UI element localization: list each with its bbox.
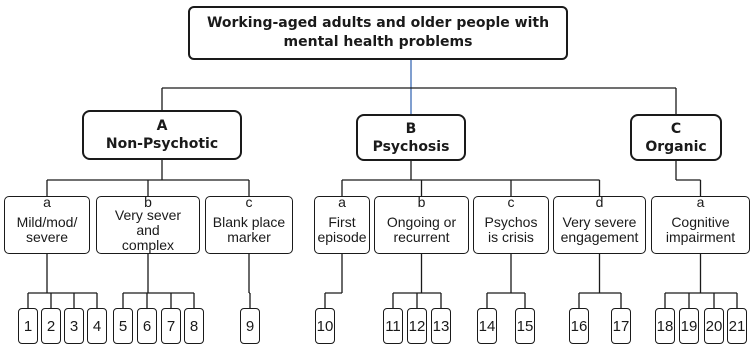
leaf-node-11: 11 — [383, 308, 403, 344]
leaf-node-2: 2 — [41, 308, 61, 344]
leaf-node-20: 20 — [704, 308, 724, 344]
leaf-node-15: 15 — [515, 308, 535, 344]
subgroup-label-line: First — [328, 214, 356, 230]
leaf-node-17: 17 — [611, 308, 631, 344]
leaf-node-9: 9 — [240, 308, 260, 344]
subgroup-node — [553, 196, 646, 254]
subgroup-label-line: recurrent — [393, 229, 450, 245]
subgroup-letter: b — [417, 194, 426, 210]
subgroup-label-line: Very severe — [562, 214, 637, 230]
leaf-node-7: 7 — [161, 308, 181, 344]
subgroup-node — [473, 196, 549, 254]
subgroup-letter: a — [43, 194, 51, 210]
subgroup-label-line: marker — [227, 229, 271, 245]
category-label: Psychosis — [372, 138, 450, 155]
category-label: Non-Psychotic — [105, 136, 219, 152]
category-node-b — [356, 114, 466, 161]
leaf-node-1: 1 — [18, 308, 38, 344]
root-title-line-1: Working-aged adults and older people with — [206, 15, 550, 31]
leaf-node-10: 10 — [315, 308, 335, 344]
subgroup-label-line: Blank place — [212, 214, 286, 230]
subgroup-label-line: Mild/mod/ — [16, 214, 78, 230]
root-title-line-2: mental health problems — [283, 34, 473, 50]
subgroup-label-line: Psychos — [484, 214, 538, 230]
subgroup-letter: a — [696, 194, 705, 210]
subgroup-letter: d — [595, 194, 604, 210]
subgroup-label-line: impairment — [665, 229, 736, 245]
subgroup-letter: a — [338, 194, 346, 210]
subgroup-label-line: Cognitive — [671, 214, 730, 230]
category-label: Organic — [645, 138, 707, 155]
subgroup-label-line: episode — [317, 229, 367, 245]
subgroup-node — [374, 196, 469, 254]
subgroup-node — [651, 196, 750, 254]
subgroup-letter: c — [245, 194, 253, 210]
subgroup-label-line: severe — [25, 229, 69, 245]
subgroup-label-line: Very sever — [114, 206, 182, 223]
leaf-node-18: 18 — [655, 308, 675, 344]
subgroup-node — [4, 196, 90, 254]
leaf-node-3: 3 — [64, 308, 84, 344]
category-letter: C — [670, 120, 682, 137]
leaf-node-6: 6 — [137, 308, 157, 344]
leaf-node-5: 5 — [113, 308, 133, 344]
subgroup-letter: b — [144, 194, 152, 210]
leaf-node-12: 12 — [407, 308, 427, 344]
subgroup-label-line: is crisis — [488, 229, 534, 245]
leaf-node-13: 13 — [431, 308, 451, 344]
subgroup-node — [314, 196, 370, 254]
leaf-node-4: 4 — [87, 308, 107, 344]
subgroup-node — [96, 196, 200, 254]
category-letter: B — [405, 120, 417, 137]
leaf-node-21: 21 — [727, 308, 747, 344]
category-node-c — [630, 114, 722, 161]
subgroup-node — [205, 196, 293, 254]
leaf-node-19: 19 — [679, 308, 699, 344]
subgroup-label-line: and — [136, 221, 160, 238]
subgroup-label-line: complex — [121, 236, 175, 253]
subgroup-label-line: engagement — [560, 229, 639, 245]
subgroup-label-line: Ongoing or — [386, 214, 457, 230]
root-node — [188, 6, 568, 60]
leaf-node-16: 16 — [569, 308, 589, 344]
category-node-a — [82, 110, 242, 160]
leaf-node-14: 14 — [477, 308, 497, 344]
subgroup-letter: c — [507, 194, 515, 210]
category-letter: A — [156, 118, 168, 134]
leaf-node-8: 8 — [184, 308, 204, 344]
